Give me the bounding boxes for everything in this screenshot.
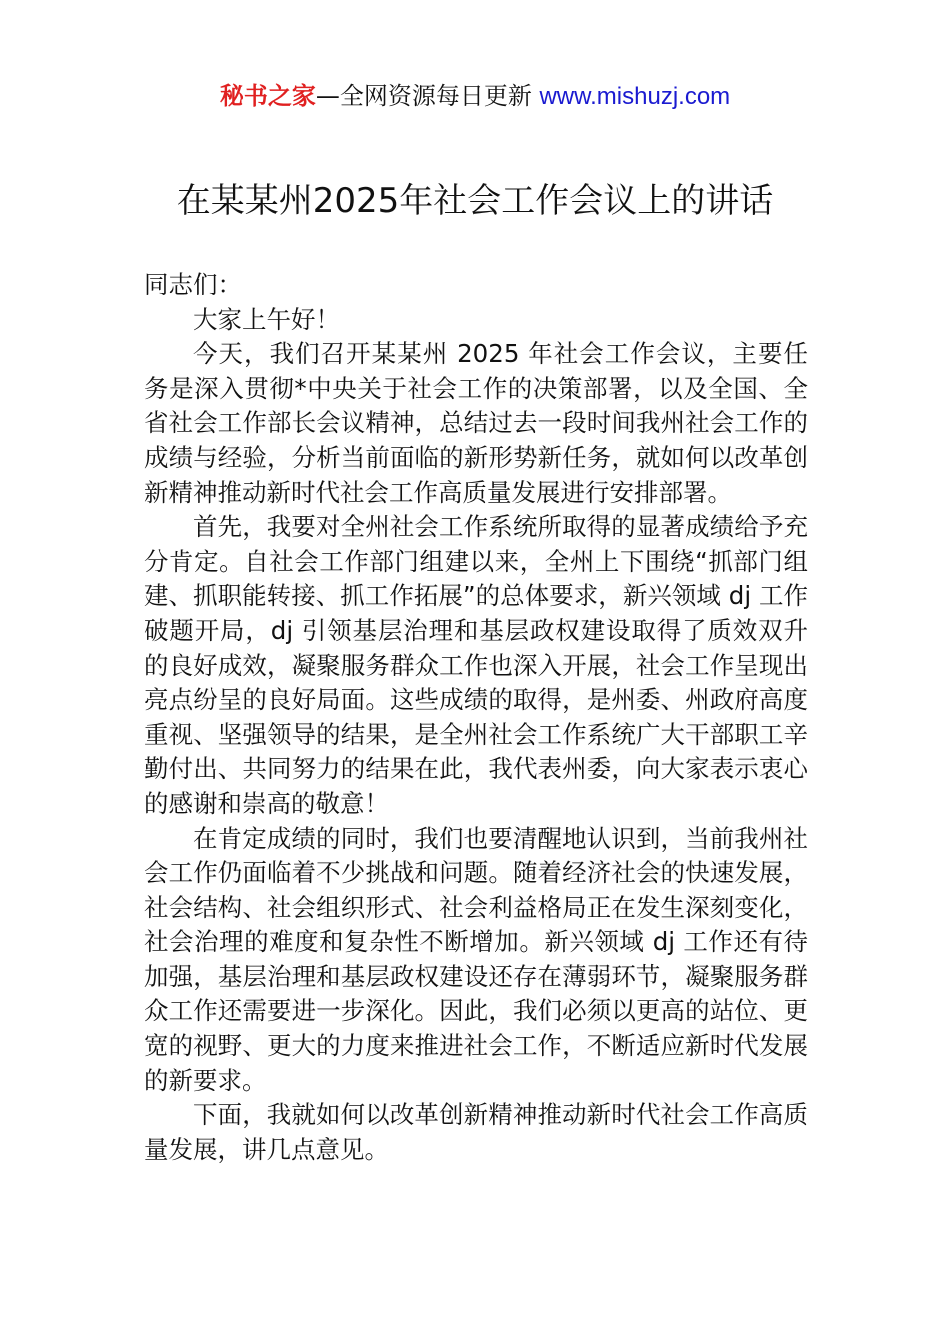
- banner-tagline: —全网资源每日更新: [315, 82, 540, 110]
- paragraph-greeting: 大家上午好！: [193, 304, 340, 334]
- document-title: 在某某州2025年社会工作会议上的讲话: [176, 181, 774, 221]
- salutation: 同志们：: [144, 270, 242, 299]
- paragraph-achievements: 首先，我要对全州社会工作系统所取得的显著成绩给予充分肯定。自社会工作部门组建以来，全州上下围绕“抓部门组建、抓职能转接、抓工作拓展”的总体要求，新兴领域 dj 工作破题开局，dj 引领基层治理和基层政权建设取得了质效双升的良好成效，凝聚服务群众工作也深入开展，社会工作呈现出亮点纷呈的良好局面。这些成绩的取得，是州委、州政府高度重视、坚强领导的结果，是全州社会工作系统广大干部职工辛勤付出、共同努力的结果在此，我代表州委，向大家表示衷心的感谢和崇高的敬意！: [144, 512, 808, 818]
- paragraph-challenges: 在肯定成绩的同时，我们也要清醒地认识到，当前我州社会工作仍面临着不少挑战和问题。随着经济社会的快速发展，社会结构、社会组织形式、社会利益格局正在发生深刻变化，社会治理的难度和复杂性不断增加。新兴领域 dj 工作还有待加强，基层治理和基层政权建设还存在薄弱环节，凝聚服务群众工作还需要进一步深化。因此，我们必须以更高的站位、更宽的视野、更大的力度来推进社会工作，不断适应新时代发展的新要求。: [144, 823, 808, 1095]
- brand-name: 秘书之家: [219, 82, 316, 110]
- site-banner: [0, 80, 950, 113]
- paragraph-intro: 今天，我们召开某某州 2025 年社会工作会议，主要任务是深入贯彻*中央关于社会工作的决策部署，以及全国、全省社会工作部长会议精神，总结过去一段时间我州社会工作的成绩与经验，分析当前面临的新形势新任务，就如何以改革创新精神推动新时代社会工作高质量发展进行安排部署。: [144, 339, 808, 507]
- site-url-link[interactable]: www.mishuzj.com: [539, 83, 731, 110]
- speech-body: [144, 268, 808, 1167]
- paragraph-transition: 下面，我就如何以改革创新精神推动新时代社会工作高质量发展，讲几点意见。: [144, 1100, 808, 1164]
